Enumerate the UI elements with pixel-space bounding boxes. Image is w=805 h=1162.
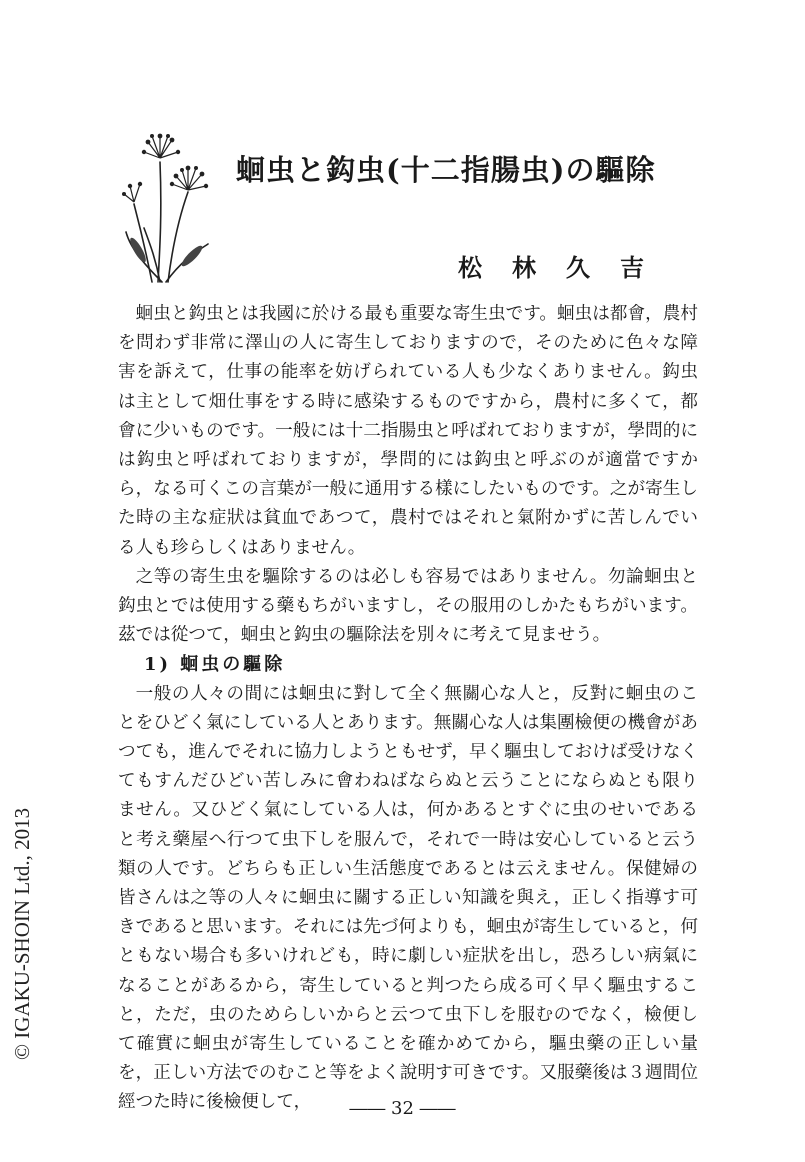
article-title: 蛔虫と鈎虫(十二指腸虫)の驅除 xyxy=(236,153,656,187)
body-paragraph: 蛔虫と鈎虫とは我國に於ける最も重要な寄生虫です。蛔虫は都會，農村を問わず非常に澤山の人に寄生しておりますので，そのために色々な障害を訴えて，仕事の能率を妨げられている人も少なくありません。鈎虫は主として畑仕事をする時に感染するものですから，農村に多くて，都會に少いものです。一般には十二指腸虫と呼ばれておりますが，學問的には鈎虫と呼ばれておりますが，學問的には鈎虫と呼ぶのが適當ですから，なる可くこの言葉が一般に通用する樣にしたいものです。之が寄生した時の主な症狀は貧血であつて，農村ではそれと氣附かずに苦しんでいる人も珍らしくはありません。 xyxy=(118,304,698,558)
page-number: ―― 32 ―― xyxy=(349,1098,456,1119)
body-paragraph: 之等の寄生虫を驅除するのは必しも容易ではありません。勿論蛔虫と鈎虫とでは使用する藥もちがいますし，その服用のしかたもちがいます。茲では從つて，蛔虫と鈎虫の驅除法を別々に考えて見ませう。 xyxy=(118,566,698,646)
article-body xyxy=(118,300,698,1118)
section-heading: 1) 蛔虫の驅除 xyxy=(144,654,286,676)
body-paragraph: 一般の人々の間には蛔虫に對して全く無關心な人と，反對に蛔虫のことをひどく氣にしている人とあります。無關心な人は集團檢便の機會があつても，進んでそれに協力しようともせず，早く驅虫しておけば受けなくてもすんだひどい苦しみに會わねばならぬと云うことにならぬとも限りません。又ひどく氣にしている人は，何かあるとすぐに虫のせいであると考え藥屋へ行つて虫下しを服んで，それで一時は安心していると云う類の人です。どちらも正しい生活態度であるとは云えません。保健婦の皆さんは之等の人々に蛔虫に關する正しい知識を與え，正しく指導す可きであると思います。それには先づ何よりも，蛔虫が寄生していると，何ともない場合も多いけれども，時に劇しい症狀を出し，恐ろしい病氣になることがあるから，寄生していると判つたら成る可く早く驅虫すること，ただ，虫のためらしいからと云つて虫下しを服むのでなく，檢便して確實に蛔虫が寄生していることを確かめてから，驅虫藥の正しい量を，正しい方法でのむこと等をよく說明す可きです。又服藥後は３週間位經つた時に後檢便して， xyxy=(118,683,698,1113)
copyright-notice: © IGAKU-SHOIN Ltd., 2013 xyxy=(10,807,34,1060)
flower-illustration-icon xyxy=(122,132,214,284)
author-name: 松林久吉 xyxy=(458,253,674,282)
